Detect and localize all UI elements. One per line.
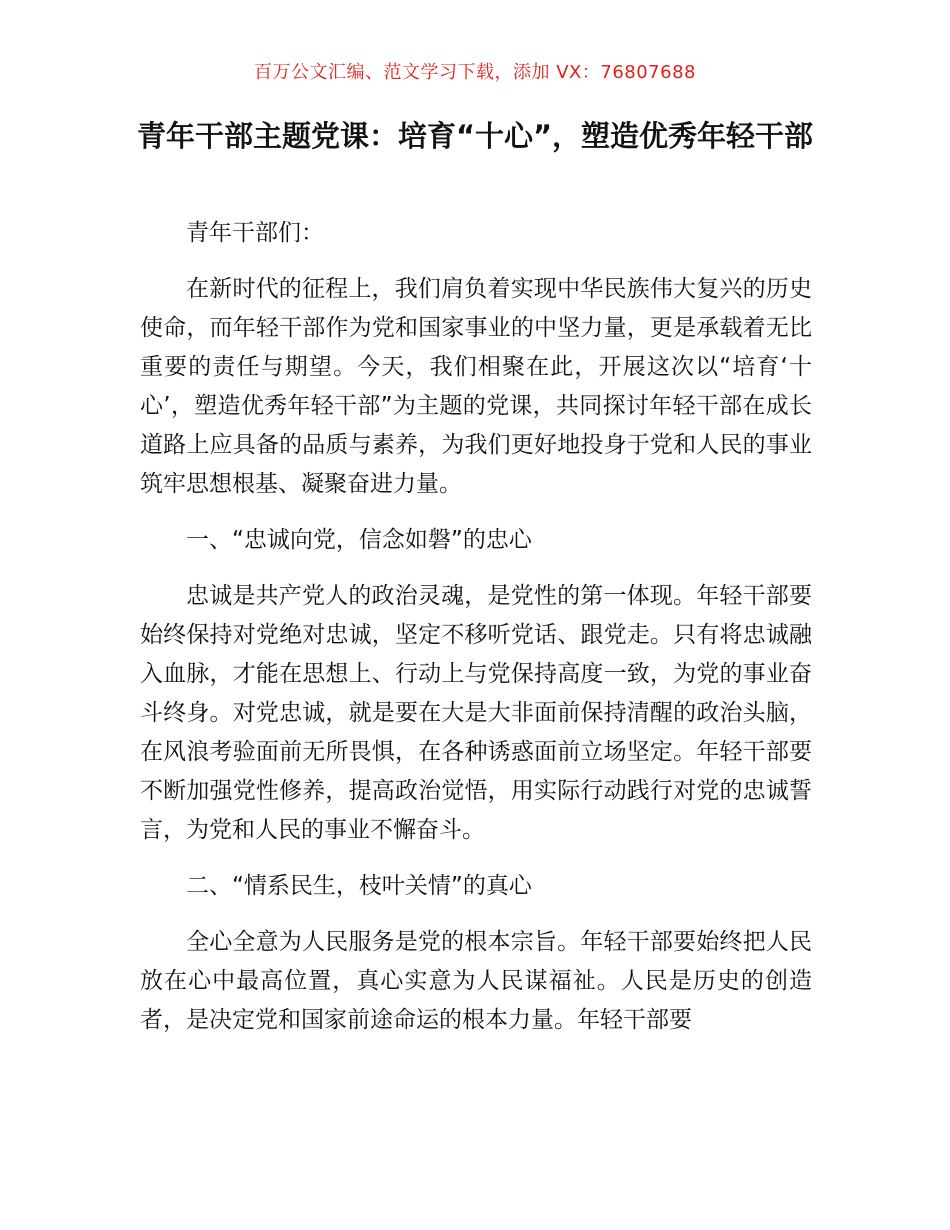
section-heading: 二、“情系民生，枝叶关情”的真心 [186, 873, 532, 899]
body-paragraph: 在新时代的征程上，我们肩负着实现中华民族伟大复兴的历史使命，而年轻干部作为党和国家事业的中坚力量，更是承载着无比重要的责任与期望。今天，我们相聚在此，开展这次以“培育‘十心’，塑造优秀年轻干部”为主题的党课，共同探讨年轻干部在成长道路上应具备的品质与素养，为我们更好地投身于党和人民的事业筑牢思想根基、凝聚奋进力量。 [140, 276, 812, 497]
section-heading: 一、“忠诚向党，信念如磐”的忠心 [186, 527, 532, 553]
salutation: 青年干部们： [186, 220, 324, 246]
body-paragraph: 忠诚是共产党人的政治灵魂，是党性的第一体现。年轻干部要始终保持对党绝对忠诚，坚定不移听党话、跟党走。只有将忠诚融入血脉，才能在思想上、行动上与党保持高度一致，为党的事业奋斗终身。对党忠诚，就是要在大是大非面前保持清醒的政治头脑，在风浪考验面前无所畏惧，在各种诱惑面前立场坚定。年轻干部要不断加强党性修养，提高政治觉悟，用实际行动践行对党的忠诚誓言，为党和人民的事业不懈奋斗。 [140, 583, 812, 843]
body-paragraph: 全心全意为人民服务是党的根本宗旨。年轻干部要始终把人民放在心中最高位置，真心实意为人民谋福祉。人民是历史的创造者，是决定党和国家前途命运的根本力量。年轻干部要 [140, 929, 812, 1033]
document-body [140, 214, 812, 1057]
document-title: 青年干部主题党课：培育“十心”，塑造优秀年轻干部 [136, 119, 814, 153]
header-watermark-note: 百万公文汇编、范文学习下载，添加 VX：76807688 [254, 62, 696, 83]
